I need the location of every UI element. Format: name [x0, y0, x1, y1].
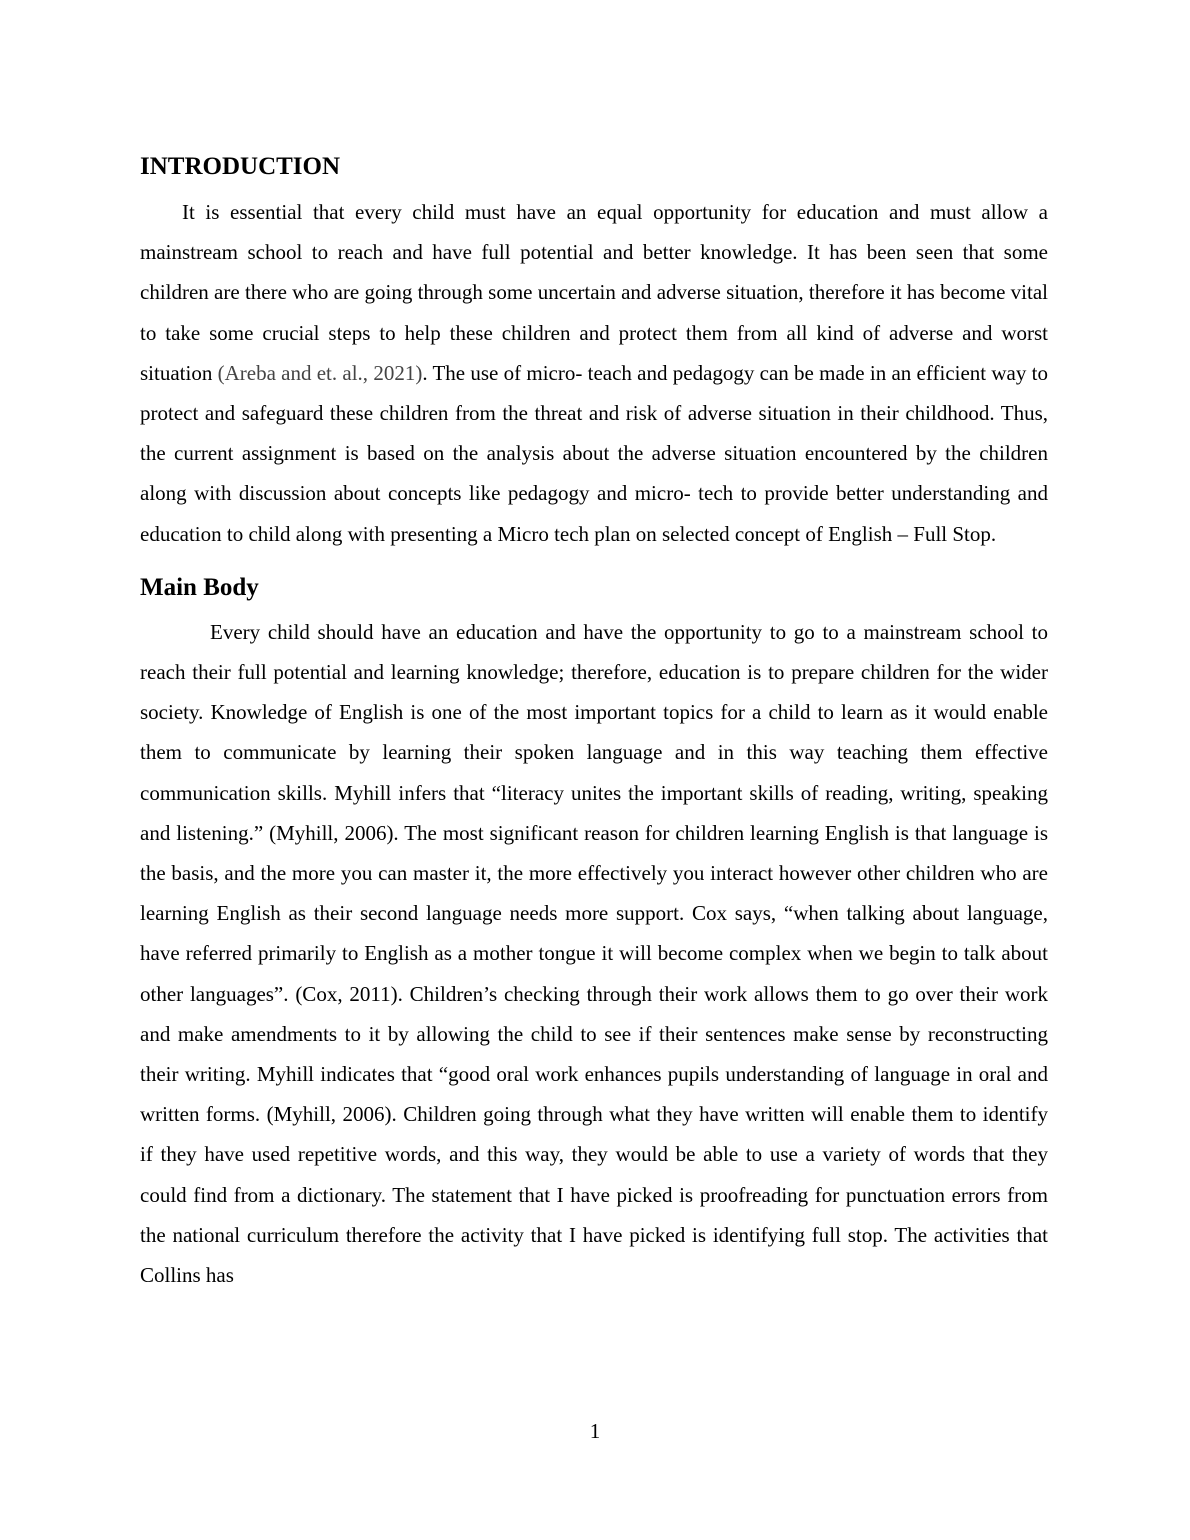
- introduction-heading: INTRODUCTION: [140, 153, 341, 180]
- introduction-paragraph: [140, 192, 1048, 554]
- introduction-citation: (Areba and et. al., 2021): [217, 360, 423, 385]
- page-number: 1: [589, 1419, 601, 1443]
- introduction-text-part2: . The use of micro- teach and pedagogy can be made in an efficient way to protect and safeguard these children from the threat and risk of adverse situation in their childhood. Thus, the current assignment is based on the analysis about the adverse situation encountered by the children along with discussion about concepts like pedagogy and micro- tech to provide better understanding and education to child along with presenting a Micro tech plan on selected concept of English – Full Stop.: [140, 360, 1048, 546]
- main-body-paragraph: Every child should have an education and have the opportunity to go to a mainstream school to reach their full potential and learning knowledge; therefore, education is to prepare children for the wider society. Knowledge of English is one of the most important topics for a child to learn as it would enable them to communicate by learning their spoken language and in this way teaching them effective communication skills. Myhill infers that “literacy unites the important skills of reading, writing, speaking and listening.” (Myhill, 2006). The most significant reason for children learning English is that language is the basis, and the more you can master it, the more effectively you interact however other children who are learning English as their second language needs more support. Cox says, “when talking about language, have referred primarily to English as a mother tongue it will become complex when we begin to talk about other languages”. (Cox, 2011). Children’s checking through their work allows them to go over their work and make amendments to it by allowing the child to see if their sentences make sense by reconstructing their writing. Myhill indicates that “good oral work enhances pupils understanding of language in oral and written forms. (Myhill, 2006). Children going through what they have written will enable them to identify if they have used repetitive words, and this way, they would be able to use a variety of words that they could find from a dictionary. The statement that I have picked is proofreading for punctuation errors from the national curriculum therefore the activity that I have picked is identifying full stop. The activities that Collins has: [140, 619, 1048, 1288]
- main-body-heading: Main Body: [140, 573, 259, 601]
- introduction-text-part1: It is essential that every child must have an equal opportunity for education and must allow a mainstream school to reach and have full potential and better knowledge. It has been seen that some children are there who are going through some uncertain and adverse situation, therefore it has become vital to take some crucial steps to help these children and protect them from all kind of adverse and worst situation: [140, 200, 1048, 385]
- page-content: [140, 150, 1048, 1295]
